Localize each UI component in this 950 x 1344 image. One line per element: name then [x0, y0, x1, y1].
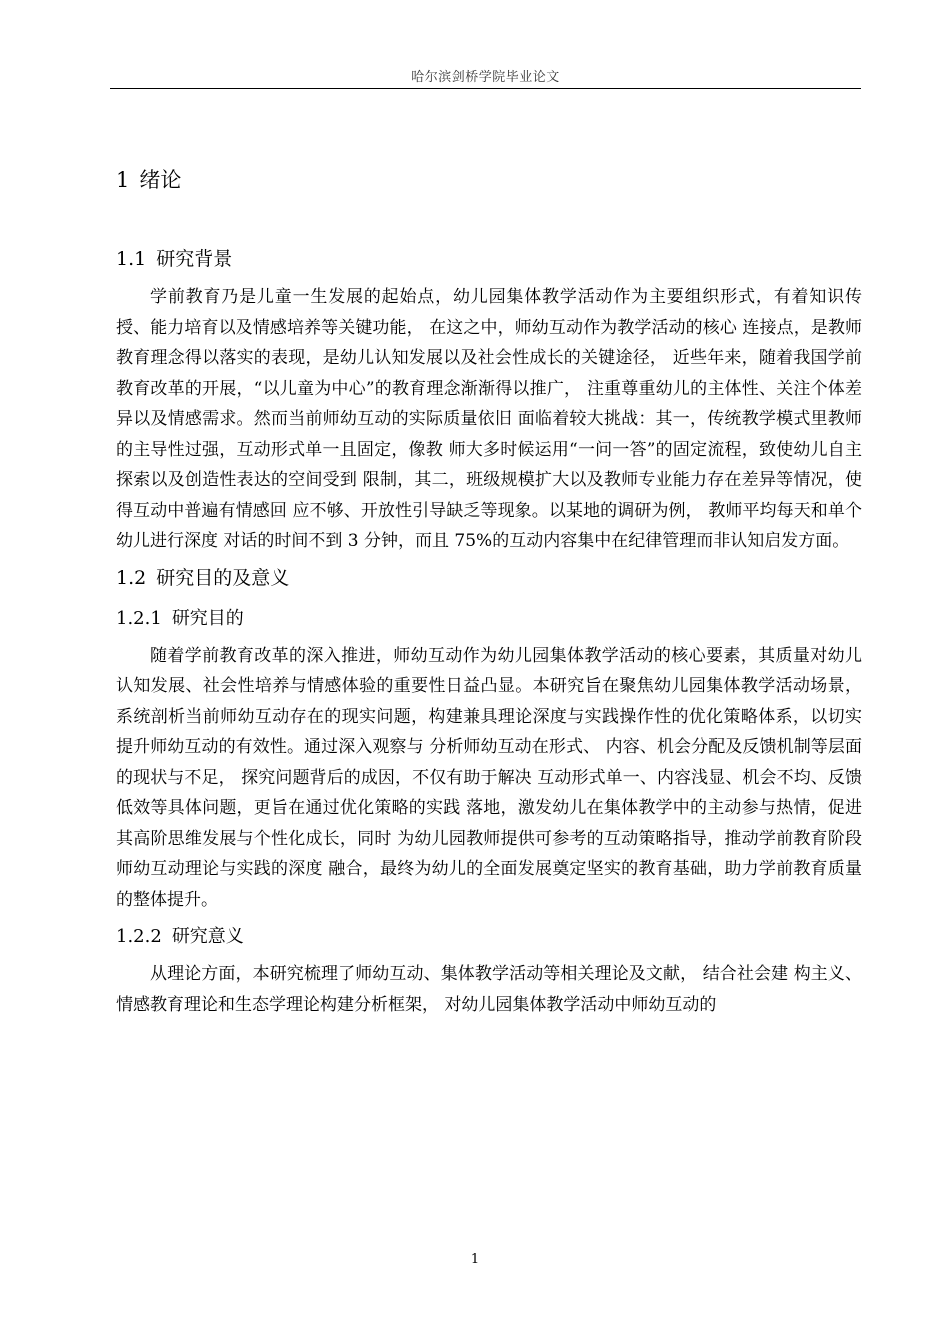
section-title: 研究背景: [156, 248, 233, 270]
page-header: 哈尔滨剑桥学院毕业论文: [411, 70, 560, 85]
section-number: 1.2: [116, 566, 147, 589]
header-divider: [110, 88, 861, 89]
subsection-heading-1-2-2: [116, 921, 862, 953]
section-heading-1-2: [116, 561, 862, 595]
paragraph-research-background: 学前教育乃是儿童一生发展的起始点，幼儿园集体教学活动作为主要组织形式，有着知识传授、能力培育以及情感培养等关键功能， 在这之中，师幼互动作为教学活动的核心 连接点，是教师教育理念得以落实的表现，是幼儿认知发展以及社会性成长的关键途径， 近些年来，随着我国学前教育改革的开展，“以儿童为中心”的教育理念渐渐得以推广， 注重尊重幼儿的主体性、关注个体差异以及情感需求。然而当前师幼互动的实际质量依旧 面临着较大挑战：其一，传统教学模式里教师的主导性过强，互动形式单一且固定，像教 师大多时候运用“一问一答”的固定流程，致使幼儿自主探索以及创造性表达的空间受到 限制，其二，班级规模扩大以及教师专业能力存在差异等情况，使得互动中普遍有情感回 应不够、开放性引导缺乏等现象。以某地的调研为例， 教师平均每天和单个幼儿进行深度 对话的时间不到 3 分钟，而且 75%的互动内容集中在纪律管理而非认知启发方面。: [116, 287, 862, 551]
subsection-title: 研究目的: [171, 607, 244, 629]
chapter-heading: [116, 160, 862, 200]
subsection-number: 1.2.2: [116, 926, 162, 947]
subsection-heading-1-2-1: [116, 603, 862, 635]
chapter-title: 绪论: [139, 168, 182, 192]
section-heading-1-1: [116, 242, 862, 276]
paragraph-research-significance: 从理论方面，本研究梳理了师幼互动、集体教学活动等相关理论及文献， 结合社会建 构主义、情感教育理论和生态学理论构建分析框架， 对幼儿园集体教学活动中师幼互动的: [116, 964, 862, 1015]
document-body: [116, 160, 862, 1020]
section-title: 研究目的及意义: [156, 566, 290, 589]
section-number: 1.1: [116, 248, 147, 270]
subsection-title: 研究意义: [171, 926, 244, 947]
page-number: 1: [470, 1252, 480, 1267]
spacer: [116, 200, 862, 242]
chapter-number: 1: [116, 168, 130, 192]
paragraph-research-purpose: 随着学前教育改革的深入推进，师幼互动作为幼儿园集体教学活动的核心要素，其质量对幼儿认知发展、社会性培养与情感体验的重要性日益凸显。本研究旨在聚焦幼儿园集体教学活动场景，系统剖析当前师幼互动存在的现实问题，构建兼具理论深度与实践操作性的优化策略体系，以切实提升师幼互动的有效性。通过深入观察与 分析师幼互动在形式、 内容、机会分配及反馈机制等层面的现状与不足， 探究问题背后的成因，不仅有助于解决 互动形式单一、内容浅显、机会不均、反馈低效等具体问题，更旨在通过优化策略的实践 落地，激发幼儿在集体教学中的主动参与热情，促进其高阶思维发展与个性化成长，同时 为幼儿园教师提供可参考的互动策略指导，推动学前教育阶段师幼互动理论与实践的深度 融合，最终为幼儿的全面发展奠定坚实的教育基础，助力学前教育质量的整体提升。: [116, 645, 862, 910]
subsection-number: 1.2.1: [116, 607, 162, 629]
